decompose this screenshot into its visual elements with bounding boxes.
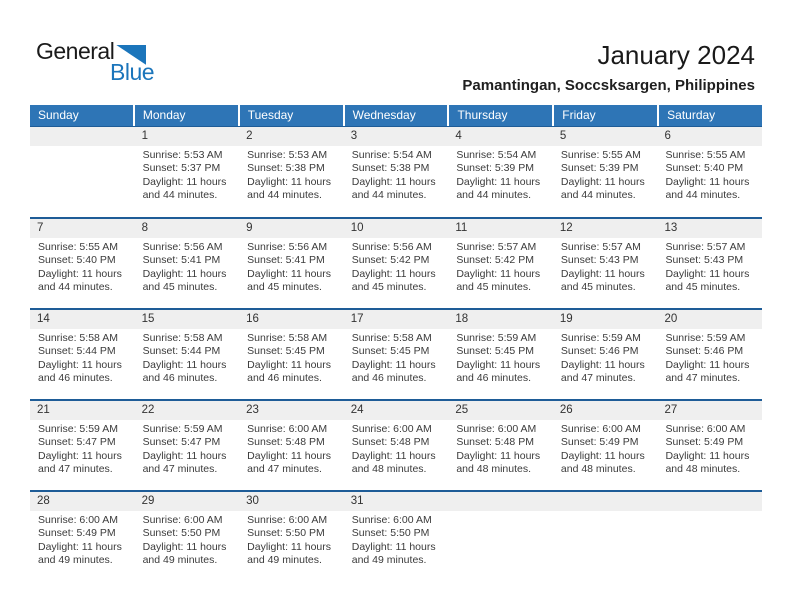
weekday-header-tuesday: Tuesday <box>238 105 343 126</box>
day-number-strip <box>448 219 553 238</box>
daylight-text: Daylight: 11 hours and 49 minutes. <box>38 540 122 567</box>
sunrise-text: Sunrise: 6:00 AM <box>351 423 432 435</box>
day-number-strip <box>135 219 240 238</box>
sunset-text: Sunset: 5:48 PM <box>456 436 534 449</box>
day-number: 27 <box>664 404 678 416</box>
sunrise-text: Sunrise: 6:00 AM <box>665 423 746 435</box>
sunrise-text: Sunrise: 6:00 AM <box>456 423 537 435</box>
day-info <box>448 420 553 487</box>
sunrise-text: Sunrise: 5:55 AM <box>38 241 118 253</box>
day-number-strip <box>448 310 553 329</box>
weekday-header-thursday: Thursday <box>447 105 552 126</box>
day-cell-27 <box>657 401 762 490</box>
daylight-text: Daylight: 11 hours and 44 minutes. <box>560 175 645 202</box>
day-number-strip <box>30 127 135 146</box>
day-cell-11 <box>448 219 553 308</box>
day-number-strip <box>239 127 344 146</box>
day-info <box>448 146 553 213</box>
daylight-text: Daylight: 11 hours and 47 minutes. <box>38 449 122 476</box>
daylight-text: Daylight: 11 hours and 46 minutes. <box>247 358 332 385</box>
day-info <box>553 329 658 396</box>
day-info <box>553 146 658 213</box>
day-info <box>239 238 344 305</box>
sunrise-text: Sunrise: 6:00 AM <box>560 423 641 435</box>
day-number-strip <box>239 492 344 511</box>
daylight-text: Daylight: 11 hours and 49 minutes. <box>247 540 332 567</box>
sunset-text: Sunset: 5:45 PM <box>351 345 430 358</box>
day-cell-10 <box>344 219 449 308</box>
sunset-text: Sunset: 5:50 PM <box>247 527 325 540</box>
day-info <box>448 329 553 396</box>
day-number-strip <box>30 401 135 420</box>
sunset-text: Sunset: 5:43 PM <box>665 254 744 267</box>
day-cell-25 <box>448 401 553 490</box>
sunrise-text: Sunrise: 5:57 AM <box>665 241 746 253</box>
sunset-text: Sunset: 5:40 PM <box>38 254 116 267</box>
day-number-strip <box>239 401 344 420</box>
sunset-text: Sunset: 5:50 PM <box>351 527 430 540</box>
sunrise-text: Sunrise: 5:56 AM <box>351 241 432 253</box>
daylight-text: Daylight: 11 hours and 44 minutes. <box>142 175 227 202</box>
general-blue-logo <box>36 40 154 84</box>
daylight-text: Daylight: 11 hours and 48 minutes. <box>351 449 436 476</box>
week-row <box>30 490 762 581</box>
day-cell-21 <box>30 401 135 490</box>
month-title: January 2024 <box>597 40 755 70</box>
day-number: 26 <box>559 404 573 416</box>
day-number: 5 <box>559 130 567 142</box>
sunset-text: Sunset: 5:49 PM <box>665 436 744 449</box>
day-info <box>344 146 449 213</box>
calendar-grid <box>30 105 762 581</box>
day-number-strip <box>30 492 135 511</box>
sunset-text: Sunset: 5:43 PM <box>560 254 639 267</box>
day-number: 9 <box>246 222 253 234</box>
day-number: 7 <box>37 222 44 234</box>
day-info <box>448 511 553 524</box>
day-number-strip <box>344 310 449 329</box>
sunset-text: Sunset: 5:38 PM <box>247 162 325 175</box>
empty-day-cell <box>448 492 553 581</box>
day-cell-3 <box>344 127 449 217</box>
sunset-text: Sunset: 5:44 PM <box>142 345 221 358</box>
day-info <box>344 420 449 487</box>
day-cell-31 <box>344 492 449 581</box>
day-number-strip <box>448 401 553 420</box>
sunset-text: Sunset: 5:37 PM <box>142 162 221 175</box>
day-cell-13 <box>657 219 762 308</box>
week-rows-container <box>30 126 762 581</box>
day-number-strip <box>344 492 449 511</box>
sunset-text: Sunset: 5:44 PM <box>38 345 116 358</box>
day-number: 16 <box>246 313 259 325</box>
day-number: 4 <box>455 130 462 142</box>
day-cell-17 <box>344 310 449 399</box>
day-info <box>239 420 344 487</box>
day-cell-12 <box>553 219 658 308</box>
day-number: 31 <box>350 495 364 507</box>
day-number-strip <box>344 127 449 146</box>
day-number: 18 <box>455 313 469 325</box>
day-cell-18 <box>448 310 553 399</box>
day-info <box>553 511 658 524</box>
day-number-strip <box>553 401 658 420</box>
day-number: 11 <box>455 222 468 234</box>
day-info <box>239 511 344 578</box>
sunrise-text: Sunrise: 5:56 AM <box>247 241 328 253</box>
day-info <box>657 146 762 213</box>
day-number-strip <box>135 401 240 420</box>
day-info <box>30 146 135 159</box>
sunset-text: Sunset: 5:49 PM <box>560 436 639 449</box>
sunrise-text: Sunrise: 5:54 AM <box>351 149 432 161</box>
empty-day-cell <box>30 127 135 217</box>
day-number-strip <box>239 219 344 238</box>
sunrise-text: Sunrise: 5:54 AM <box>456 149 537 161</box>
day-info <box>553 238 658 305</box>
day-info <box>657 511 762 524</box>
sunrise-text: Sunrise: 5:58 AM <box>38 332 118 344</box>
day-number: 13 <box>664 222 678 234</box>
daylight-text: Daylight: 11 hours and 48 minutes. <box>560 449 645 476</box>
day-number: 20 <box>664 313 678 325</box>
daylight-text: Daylight: 11 hours and 44 minutes. <box>351 175 436 202</box>
sunrise-text: Sunrise: 5:59 AM <box>38 423 118 435</box>
day-cell-23 <box>239 401 344 490</box>
day-cell-28 <box>30 492 135 581</box>
day-cell-26 <box>553 401 658 490</box>
week-row <box>30 126 762 217</box>
sunset-text: Sunset: 5:38 PM <box>351 162 430 175</box>
day-cell-22 <box>135 401 240 490</box>
day-number-strip <box>135 127 240 146</box>
day-number: 23 <box>246 404 259 416</box>
sunset-text: Sunset: 5:39 PM <box>456 162 534 175</box>
sunrise-text: Sunrise: 5:58 AM <box>142 332 223 344</box>
daylight-text: Daylight: 11 hours and 48 minutes. <box>665 449 750 476</box>
sunrise-text: Sunrise: 5:55 AM <box>665 149 746 161</box>
page-header <box>36 40 755 100</box>
sunset-text: Sunset: 5:45 PM <box>247 345 325 358</box>
daylight-text: Daylight: 11 hours and 47 minutes. <box>560 358 645 385</box>
day-number-strip <box>135 310 240 329</box>
daylight-text: Daylight: 11 hours and 46 minutes. <box>38 358 122 385</box>
daylight-text: Daylight: 11 hours and 45 minutes. <box>560 267 645 294</box>
sunrise-text: Sunrise: 5:59 AM <box>456 332 537 344</box>
sunset-text: Sunset: 5:41 PM <box>142 254 221 267</box>
weekday-header-row <box>30 105 762 126</box>
day-number-strip <box>657 492 762 511</box>
sunset-text: Sunset: 5:46 PM <box>665 345 744 358</box>
day-number-strip <box>344 219 449 238</box>
day-cell-29 <box>135 492 240 581</box>
sunrise-text: Sunrise: 5:59 AM <box>560 332 641 344</box>
sunset-text: Sunset: 5:46 PM <box>560 345 639 358</box>
day-info <box>657 238 762 305</box>
week-row <box>30 308 762 399</box>
day-number: 19 <box>559 313 573 325</box>
day-number: 2 <box>246 130 253 142</box>
daylight-text: Daylight: 11 hours and 47 minutes. <box>665 358 750 385</box>
day-info <box>657 329 762 396</box>
sunrise-text: Sunrise: 5:57 AM <box>560 241 641 253</box>
day-number: 28 <box>37 495 50 507</box>
sunrise-text: Sunrise: 5:59 AM <box>142 423 223 435</box>
day-number-strip <box>657 219 762 238</box>
sunset-text: Sunset: 5:42 PM <box>456 254 534 267</box>
logo-text-blue: Blue <box>110 59 155 85</box>
day-number: 10 <box>350 222 364 234</box>
day-info <box>30 420 135 487</box>
logo-text-general: General <box>36 38 115 64</box>
daylight-text: Daylight: 11 hours and 45 minutes. <box>142 267 227 294</box>
sunrise-text: Sunrise: 6:00 AM <box>247 423 328 435</box>
day-number: 3 <box>350 130 358 142</box>
day-number-strip <box>657 401 762 420</box>
day-info <box>135 420 240 487</box>
daylight-text: Daylight: 11 hours and 49 minutes. <box>351 540 436 567</box>
day-number-strip <box>553 219 658 238</box>
empty-day-cell <box>553 492 658 581</box>
day-number-strip <box>344 401 449 420</box>
location-subtitle: Pamantingan, Soccsksargen, Philippines <box>462 77 755 94</box>
day-cell-2 <box>239 127 344 217</box>
day-number-strip <box>135 492 240 511</box>
daylight-text: Daylight: 11 hours and 47 minutes. <box>247 449 332 476</box>
day-info <box>448 238 553 305</box>
day-cell-30 <box>239 492 344 581</box>
sunrise-text: Sunrise: 6:00 AM <box>247 514 328 526</box>
sunrise-text: Sunrise: 5:58 AM <box>351 332 432 344</box>
sunrise-text: Sunrise: 5:55 AM <box>560 149 641 161</box>
day-number: 22 <box>141 404 155 416</box>
sunset-text: Sunset: 5:45 PM <box>456 345 534 358</box>
day-info <box>135 238 240 305</box>
sunrise-text: Sunrise: 6:00 AM <box>142 514 223 526</box>
day-number-strip <box>448 492 553 511</box>
day-number: 6 <box>664 130 671 142</box>
sunset-text: Sunset: 5:48 PM <box>247 436 325 449</box>
title-block <box>462 40 755 94</box>
daylight-text: Daylight: 11 hours and 45 minutes. <box>351 267 436 294</box>
day-number: 24 <box>350 404 364 416</box>
weekday-header-sunday: Sunday <box>38 108 79 122</box>
sunrise-text: Sunrise: 6:00 AM <box>351 514 432 526</box>
daylight-text: Daylight: 11 hours and 44 minutes. <box>665 175 750 202</box>
day-number: 8 <box>141 222 148 234</box>
day-cell-8 <box>135 219 240 308</box>
empty-day-cell <box>657 492 762 581</box>
day-number: 25 <box>455 404 469 416</box>
day-info <box>135 511 240 578</box>
day-cell-20 <box>657 310 762 399</box>
sunset-text: Sunset: 5:39 PM <box>560 162 639 175</box>
week-row <box>30 217 762 308</box>
weekday-header-saturday: Saturday <box>657 105 762 126</box>
sunrise-text: Sunrise: 6:00 AM <box>38 514 118 526</box>
day-cell-7 <box>30 219 135 308</box>
sunrise-text: Sunrise: 5:53 AM <box>247 149 328 161</box>
day-cell-5 <box>553 127 658 217</box>
daylight-text: Daylight: 11 hours and 45 minutes. <box>456 267 541 294</box>
sunset-text: Sunset: 5:40 PM <box>665 162 744 175</box>
sunset-text: Sunset: 5:47 PM <box>142 436 221 449</box>
day-info <box>30 238 135 305</box>
sunset-text: Sunset: 5:42 PM <box>351 254 430 267</box>
daylight-text: Daylight: 11 hours and 44 minutes. <box>38 267 122 294</box>
day-number: 30 <box>246 495 259 507</box>
sunset-text: Sunset: 5:41 PM <box>247 254 325 267</box>
day-number-strip <box>657 127 762 146</box>
daylight-text: Daylight: 11 hours and 46 minutes. <box>456 358 541 385</box>
weekday-header-friday: Friday <box>552 105 657 126</box>
sunset-text: Sunset: 5:47 PM <box>38 436 116 449</box>
day-number-strip <box>657 310 762 329</box>
sunset-text: Sunset: 5:50 PM <box>142 527 221 540</box>
day-cell-15 <box>135 310 240 399</box>
day-number-strip <box>239 310 344 329</box>
weekday-header-monday: Monday <box>133 105 238 126</box>
day-cell-24 <box>344 401 449 490</box>
sunrise-text: Sunrise: 5:58 AM <box>247 332 328 344</box>
day-number-strip <box>553 492 658 511</box>
weekday-header-wednesday: Wednesday <box>343 105 448 126</box>
daylight-text: Daylight: 11 hours and 45 minutes. <box>247 267 332 294</box>
day-info <box>657 420 762 487</box>
day-info <box>344 238 449 305</box>
day-info <box>135 146 240 213</box>
daylight-text: Daylight: 11 hours and 46 minutes. <box>142 358 227 385</box>
day-number: 17 <box>350 313 364 325</box>
sunrise-text: Sunrise: 5:59 AM <box>665 332 746 344</box>
day-info <box>135 329 240 396</box>
day-number-strip <box>553 310 658 329</box>
day-cell-6 <box>657 127 762 217</box>
day-cell-19 <box>553 310 658 399</box>
day-cell-4 <box>448 127 553 217</box>
day-number-strip <box>30 219 135 238</box>
sunrise-text: Sunrise: 5:53 AM <box>142 149 223 161</box>
day-info <box>344 511 449 578</box>
week-row <box>30 399 762 490</box>
sunset-text: Sunset: 5:48 PM <box>351 436 430 449</box>
daylight-text: Daylight: 11 hours and 49 minutes. <box>142 540 227 567</box>
daylight-text: Daylight: 11 hours and 44 minutes. <box>456 175 541 202</box>
day-info <box>553 420 658 487</box>
day-info <box>239 146 344 213</box>
day-info <box>30 511 135 578</box>
day-number: 15 <box>141 313 155 325</box>
day-cell-16 <box>239 310 344 399</box>
day-info <box>239 329 344 396</box>
day-number: 29 <box>141 495 155 507</box>
day-cell-1 <box>135 127 240 217</box>
daylight-text: Daylight: 11 hours and 48 minutes. <box>456 449 541 476</box>
sunset-text: Sunset: 5:49 PM <box>38 527 116 540</box>
daylight-text: Daylight: 11 hours and 46 minutes. <box>351 358 436 385</box>
day-info <box>30 329 135 396</box>
daylight-text: Daylight: 11 hours and 47 minutes. <box>142 449 227 476</box>
day-cell-14 <box>30 310 135 399</box>
daylight-text: Daylight: 11 hours and 45 minutes. <box>665 267 750 294</box>
day-number-strip <box>30 310 135 329</box>
day-number: 12 <box>559 222 573 234</box>
day-cell-9 <box>239 219 344 308</box>
day-number: 21 <box>37 404 50 416</box>
sunrise-text: Sunrise: 5:56 AM <box>142 241 223 253</box>
day-number-strip <box>448 127 553 146</box>
day-number: 1 <box>141 130 148 142</box>
day-number: 14 <box>37 313 50 325</box>
day-info <box>344 329 449 396</box>
day-number-strip <box>553 127 658 146</box>
daylight-text: Daylight: 11 hours and 44 minutes. <box>247 175 332 202</box>
sunrise-text: Sunrise: 5:57 AM <box>456 241 537 253</box>
